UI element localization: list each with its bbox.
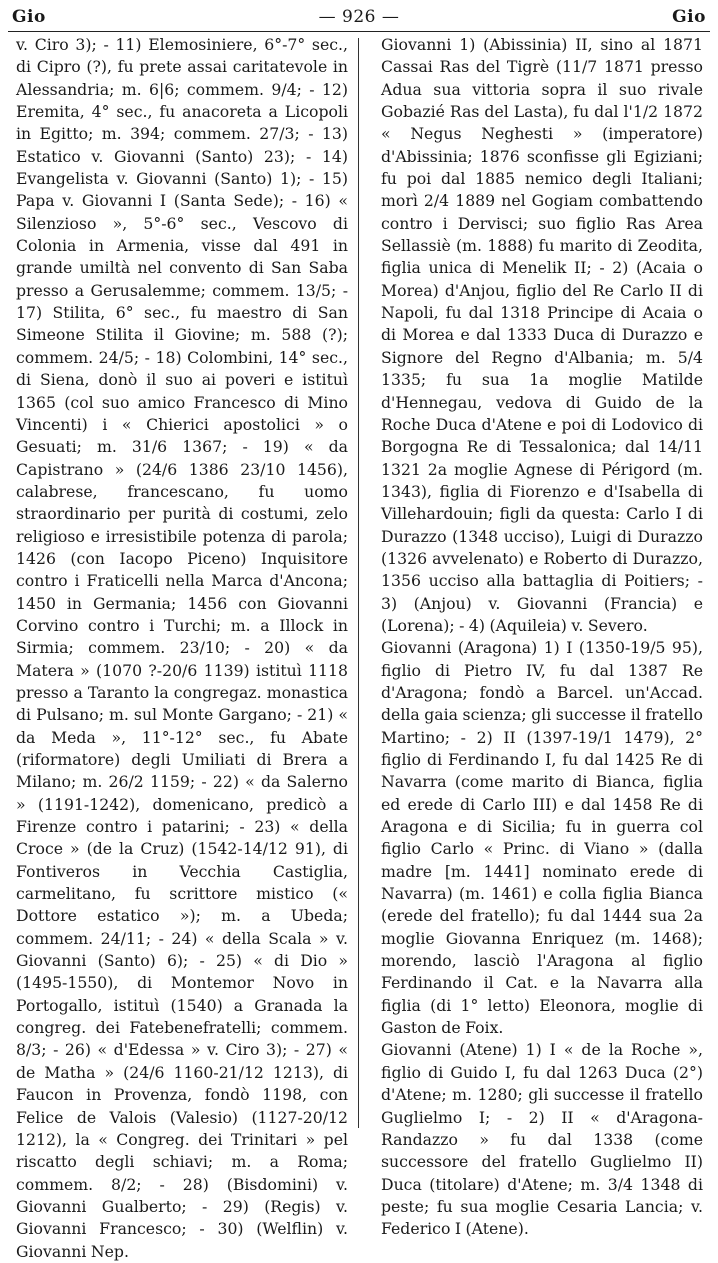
column-divider: [358, 38, 359, 1128]
left-column-text: v. Ciro 3); - 11) Elemosiniere, 6°-7° sec., di Cipro (?), fu prete assai caritatevole in Alessandria; m. 6|6; commem. 9/4; - 12) Eremita, 4° sec., fu anacoreta a Licopoli in Egitto; m. 394; commem. 27/3; - 13) Estatico v. Giovanni (Santo) 23); - 14) Evangelista v. Giovanni (Santo) 1); - 15) Papa v. Giovanni I (Santa Sede); - 16) « Silenzioso », 5°-6° sec., Vescovo di Colonia in Armenia, visse dal 491 in grande umiltà nel convento di San Saba presso a Gerusalemme; commem. 13/5; - 17) Stilita, 6° sec., fu maestro di San Simeone Stilita il Giovine; m. 588 (?); commem. 24/5; - 18) Colombini, 14° sec., di Siena, donò il suo ai poveri e istituì 1365 (col suo amico Francesco di Mino Vincenti) i « Chierici apostolici » o Gesuati; m. 31/6 1367; - 19) « da Capistrano » (24/6 1386 23/10 1456), calabrese, francescano, fu uomo straordinario per purità di costumi, zelo religioso e irresistibile potenza di parola; 1426 (con Iacopo Piceno) Inquisitore contro i Fraticelli nella Marca d'Ancona; 1450 in Germania; 1456 con Giovanni Corvino contro i Turchi; m. a Illock in Sirmia; commem. 23/10; - 20) « da Matera » (1070 ?-20/6 1139) istituì 1118 presso a Taranto la congregaz. monastica di Pulsano; m. sul Monte Gargano; - 21) « da Meda », 11°-12° sec., fu Abate (riformatore) degli Umiliati di Brera a Milano; m. 26/2 1159; - 22) « da Salerno » (1191-1242), domenicano, predicò a Firenze contro i patarini; - 23) « della Croce » (de la Cruz) (1542-14/12 91), di Fontiveros in Vecchia Castiglia, carmelitano, fu scrittore mistico (« Dottore estatico »); m. a Ubeda; commem. 24/11; - 24) « della Scala » v. Giovanni (Santo) 6); - 25) « di Dio » (1495-1550), di Montemor Novo in Portogallo, istituì (1540) a Granada la congreg. dei Fatebenefratelli; commem. 8/3; - 26) « d'Edessa » v. Ciro 3); - 27) « de Matha » (24/6 1160-21/12 1213), di Faucon in Provenza, fondò 1198, con Felice de Valois (Valesio) (1127-20/12 1212), la « Congreg. dei Trinitari » pel riscatto degli schiavi; m. a Roma; commem. 8/2; - 28) (Bisdomini) v. Giovanni Gualberto; - 29) (Regis) v. Giovanni Francesco; - 30) (Welflin) v. Giovanni Nep.: [16, 35, 348, 1261]
page-number: — 926 —: [318, 7, 400, 27]
right-column-text: Giovanni 1) (Abissinia) II, sino al 1871 Cassai Ras del Tigrè (11/7 1871 presso Adua sua vittoria sopra il suo rivale Gobazié Ras del Lasta), fu dal l'1/2 1872 « Negus Neghesti » (imperatore) d'Abissinia; 1876 sconfisse gli Egiziani; fu poi dal 1885 nemico degli Italiani; morì 2/4 1889 nel Gogiam combattendo contro i Dervisci; suo figlio Ras Area Sellassiè (m. 1888) fu marito di Zeodita, figlia unica di Menelik II; - 2) (Acaia o Morea) d'Anjou, figlio del Re Carlo II di Napoli, fu dal 1318 Principe di Acaia o di Morea e dal 1333 Duca di Durazzo e Signore del Regno d'Albania; m. 5/4 1335; fu sua 1a moglie Matilde d'Hennegau, vedova di Guido de la Roche Duca d'Atene e poi di Lodovico di Borgogna Re di Tessalonica; dal 14/11 1321 2a moglie Agnese di Périgord (m. 1343), figlia di Fiorenzo e d'Isabella di Villehardouin; figli da questa: Carlo I di Durazzo (1348 ucciso), Luigi di Durazzo (1326 avvelenato) e Roberto di Durazzo, 1356 ucciso alla battaglia di Poitiers; - 3) (Anjou) v. Giovanni (Francia) e (Lorena); - 4) (Aquileia) v. Severo. Giovanni (Aragona) 1) I (1350-19/5 95), figlio di Pietro IV, fu dal 1387 Re d'Aragona; fondò a Barcel. un'Accad. della gaia scienza; gli successe il fratello Martino; - 2) II (1397-19/1 1479), 2° figlio di Ferdinando I, fu dal 1425 Re di Navarra (come marito di Bianca, figlia ed erede di Carlo III) e dal 1458 Re di Aragona e di Sicilia; fu in guerra col figlio Carlo « Princ. di Viano » (dalla madre [m. 1441] nominato erede di Navarra) (m. 1461) e colla figlia Bianca (erede del fratello); fu dal 1444 sua 2a moglie Giovanna Enriquez (m. 1468); morendo, lasciò l'Aragona al figlio Ferdinando il Cat. e la Navarra alla figlia (di 1° letto) Eleonora, moglie di Gaston de Foix. Giovanni (Atene) 1) I « de la Roche », figlio di Guido I, fu dal 1263 Duca (2°) d'Atene; m. 1280; gli successe il fratello Guglielmo I; - 2) II « d'Aragona-Randazzo » fu dal 1338 (come successore del fratello Guglielmo II) Duca (titolare) d'Atene; m. 3/4 1348 di peste; fu sua moglie Cesaria Lancia; v. Federico I (Atene).: [381, 35, 703, 1239]
running-header: [12, 4, 706, 30]
header-right-word: Gio: [672, 7, 706, 27]
header-left-word: Gio: [12, 7, 46, 27]
header-rule: [8, 31, 710, 32]
